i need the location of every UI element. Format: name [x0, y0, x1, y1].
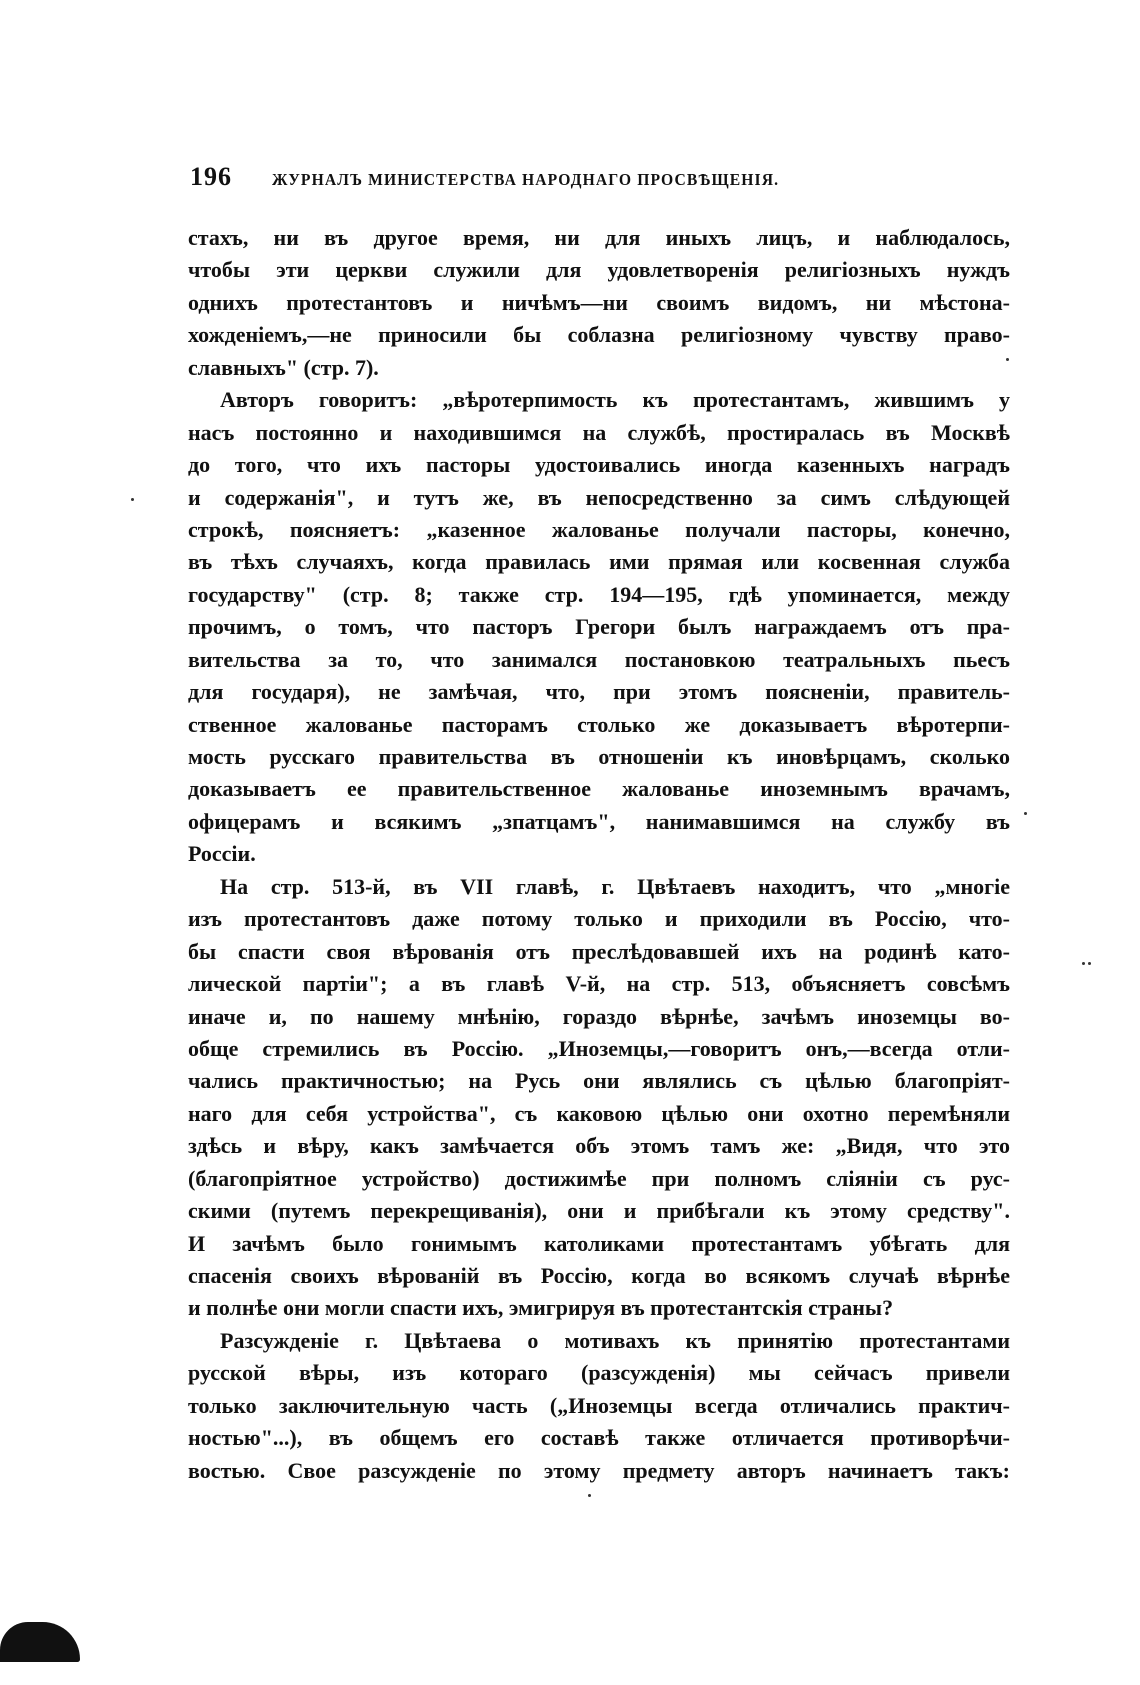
- text-line: Авторъ говоритъ: „вѣротерпимость къ протестантамъ, жившимъ у: [220, 387, 1010, 413]
- text-line: доказываетъ ее правительственное жалованье иноземнымъ врачамъ,: [188, 776, 1010, 802]
- text-line: иначе и, по нашему мнѣнію, гораздо вѣрнѣе, зачѣмъ иноземцы во-: [188, 1003, 1010, 1029]
- text-line: скими (путемъ перекрещиванія), они и прибѣгали къ этому средству".: [188, 1198, 1010, 1224]
- text-line: чтобы эти церкви служили для удовлетворенія религіозныхъ нуждъ: [188, 257, 1010, 283]
- scan-speck: [1088, 962, 1091, 965]
- text-line: Россіи.: [188, 841, 256, 867]
- text-line: востью. Свое разсужденіе по этому предмету авторъ начинаетъ такъ:: [188, 1457, 1010, 1483]
- body-text: [188, 222, 1010, 1487]
- scan-speck: [1006, 358, 1009, 361]
- text-line: ственное жалованье пасторамъ столько же доказываетъ вѣротерпи-: [188, 711, 1010, 737]
- text-line: только заключительную часть („Иноземцы всегда отличались практич-: [188, 1392, 1010, 1418]
- text-line: въ тѣхъ случаяхъ, когда правилась ими прямая или косвенная служба: [188, 549, 1010, 575]
- text-line: русской вѣры, изъ котораго (разсужденія) мы сейчасъ привели: [188, 1360, 1010, 1386]
- scan-speck: [1082, 962, 1085, 965]
- scan-speck: [1024, 812, 1027, 815]
- text-line: офицерамъ и всякимъ „зпатцамъ", нанимавшимся на службу въ: [188, 808, 1010, 834]
- text-line: государству" (стр. 8; также стр. 194—195, гдѣ упоминается, между: [188, 581, 1010, 607]
- text-line: И зачѣмъ было гонимымъ католиками протестантамъ убѣгать для: [188, 1230, 1010, 1256]
- text-line: мость русскаго правительства въ отношеніи къ иновѣрцамъ, сколько: [188, 744, 1010, 769]
- running-head: [190, 162, 1010, 198]
- text-line: хожденіемъ,—не приносили бы соблазна религіозному чувству право-: [188, 322, 1010, 348]
- text-line: здѣсь и вѣру, какъ замѣчается объ этомъ тамъ же: „Видя, что это: [188, 1133, 1010, 1159]
- text-line: Разсужденіе г. Цвѣтаева о мотивахъ къ принятію протестантами: [220, 1327, 1010, 1353]
- text-line: На стр. 513-й, въ VII главѣ, г. Цвѣтаевъ находитъ, что „многіе: [220, 873, 1010, 899]
- scan-speck: [588, 1494, 591, 1497]
- text-line: изъ протестантовъ даже потому только и приходили въ Россію, что-: [188, 906, 1010, 932]
- text-line: строкѣ, поясняетъ: „казенное жалованье получали пасторы, конечно,: [188, 516, 1010, 542]
- text-line: лической партіи"; а въ главѣ V-й, на стр. 513, объясняетъ совсѣмъ: [188, 971, 1010, 997]
- text-line: (благопріятное устройство) достижимѣе при полномъ сліяніи съ рус-: [188, 1165, 1010, 1191]
- text-line: и полнѣе они могли спасти ихъ, эмигрируя въ протестантскія страны?: [188, 1295, 894, 1321]
- text-line: стахъ, ни въ другое время, ни для иныхъ лицъ, и наблюдалось,: [188, 225, 1010, 250]
- text-line: прочимъ, о томъ, что пасторъ Грегори былъ награждаемъ отъ пра-: [188, 614, 1010, 640]
- text-line: насъ постоянно и находившимся на службѣ, простиралась въ Москвѣ: [188, 419, 1010, 445]
- text-line: ностью"...), въ общемъ его составѣ также отличается противорѣчи-: [188, 1425, 1010, 1451]
- text-line: до того, что ихъ пасторы удостоивались иногда казенныхъ наградъ: [188, 452, 1010, 478]
- text-line: спасенія своихъ вѣрованій въ Россію, когда во всякомъ случаѣ вѣрнѣе: [188, 1263, 1010, 1288]
- text-line: вительства за то, что занимался постановкою театральныхъ пьесъ: [188, 646, 1010, 672]
- page-number: 196: [190, 162, 232, 191]
- scan-speck: [131, 498, 134, 501]
- text-line: для государя), не замѣчая, что, при этомъ поясненіи, правитель-: [188, 679, 1010, 705]
- text-line: бы спасти своя вѣрованія отъ преслѣдовавшей ихъ на родинѣ като-: [188, 938, 1010, 964]
- text-line: наго для себя устройства", съ каковою цѣлью они охотно перемѣняли: [188, 1100, 1010, 1126]
- scan-blot: [0, 1622, 80, 1662]
- text-line: однихъ протестантовъ и ничѣмъ—ни своимъ видомъ, ни мѣстона-: [188, 289, 1010, 315]
- text-line: обще стремились въ Россію. „Иноземцы,—говоритъ онъ,—всегда отли-: [188, 1035, 1010, 1061]
- text-line: и содержанія", и тутъ же, въ непосредственно за симъ слѣдующей: [188, 484, 1010, 510]
- text-line: чались практичностью; на Русь они являлись съ цѣлью благопріят-: [188, 1068, 1010, 1094]
- journal-title: ЖУРНАЛЪ МИНИСТЕРСТВА НАРОДНАГО ПРОСВѢЩЕНІЯ.: [272, 170, 780, 189]
- text-line: славныхъ" (стр. 7).: [188, 354, 379, 380]
